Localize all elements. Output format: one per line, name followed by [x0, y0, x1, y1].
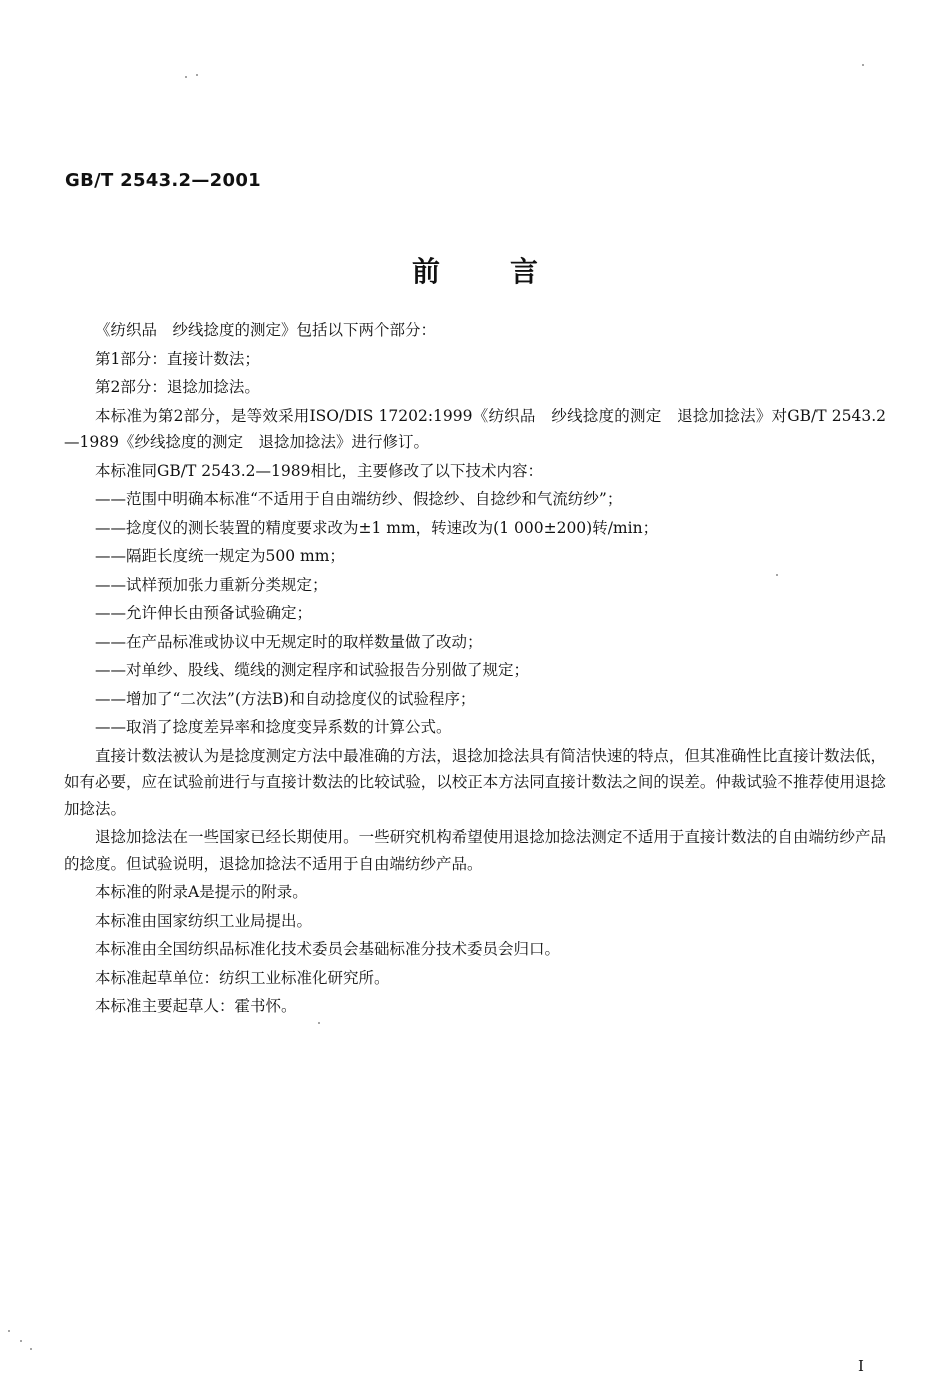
scan-speck	[196, 74, 198, 76]
list-item: ——捻度仪的测长装置的精度要求改为±1 mm，转速改为(1 000±200)转/min；	[95, 518, 659, 537]
paragraph: 第2部分：退捻加捻法。	[95, 378, 260, 396]
list-item: ——取消了捻度差异率和捻度变异系数的计算公式。	[95, 718, 452, 736]
list-item: ——对单纱、股线、缆线的测定程序和试验报告分别做了规定；	[95, 661, 530, 679]
paragraph: 直接计数法被认为是捻度测定方法中最准确的方法，退捻加捻法具有简洁快速的特点，但其准确性比直接计数法低，如有必要，应在试验前进行与直接计数法的比较试验，以校正本方法同直接计数法之间的误差。仲裁试验不推荐使用退捻加捻法。	[64, 746, 886, 818]
page-number: I	[858, 1357, 864, 1375]
paragraph: 本标准为第2部分，是等效采用ISO/DIS 17202:1999《纺织品 纱线捻度的测定 退捻加捻法》对GB/T 2543.2—1989《纱线捻度的测定 退捻加捻法》进行修订。	[64, 406, 886, 451]
scan-speck	[30, 1348, 32, 1350]
paragraph: 退捻加捻法在一些国家已经长期使用。一些研究机构希望使用退捻加捻法测定不适用于直接计数法的自由端纺纱产品的捻度。但试验说明，退捻加捻法不适用于自由端纺纱产品。	[64, 828, 886, 873]
scan-speck	[8, 1330, 10, 1332]
scan-speck	[20, 1340, 22, 1342]
paragraph: 本标准由全国纺织品标准化技术委员会基础标准分技术委员会归口。	[95, 940, 561, 958]
paragraph: 《纺织品 纱线捻度的测定》包括以下两个部分：	[95, 321, 437, 339]
paragraph: 第1部分：直接计数法；	[95, 349, 260, 368]
paragraph: 本标准主要起草人：霍书怀。	[95, 997, 297, 1015]
page-title: 前言	[411, 255, 608, 288]
list-item: ——范围中明确本标准“不适用于自由端纺纱、假捻纱、自捻纱和气流纺纱”；	[95, 490, 623, 508]
standard-code: GB/T 2543.2—2001	[65, 170, 261, 191]
list-item: ——在产品标准或协议中无规定时的取样数量做了改动；	[95, 632, 483, 651]
list-item: ——隔距长度统一规定为500 mm；	[95, 547, 345, 565]
paragraph: 本标准同GB/T 2543.2—1989相比，主要修改了以下技术内容：	[95, 461, 543, 480]
list-item: ——试样预加张力重新分类规定；	[95, 575, 328, 594]
paragraph: 本标准起草单位：纺织工业标准化研究所。	[95, 968, 390, 987]
paragraph: 本标准由国家纺织工业局提出。	[95, 911, 313, 930]
list-item: ——增加了“二次法”(方法B)和自动捻度仪的试验程序；	[95, 689, 476, 708]
foreword-body	[64, 317, 886, 1022]
paragraph: 本标准的附录A是提示的附录。	[95, 883, 308, 901]
scan-speck	[776, 574, 778, 576]
scan-speck	[862, 64, 864, 66]
list-item: ——允许伸长由预备试验确定；	[95, 604, 313, 622]
scan-speck	[185, 76, 187, 78]
scan-speck	[318, 1022, 320, 1024]
